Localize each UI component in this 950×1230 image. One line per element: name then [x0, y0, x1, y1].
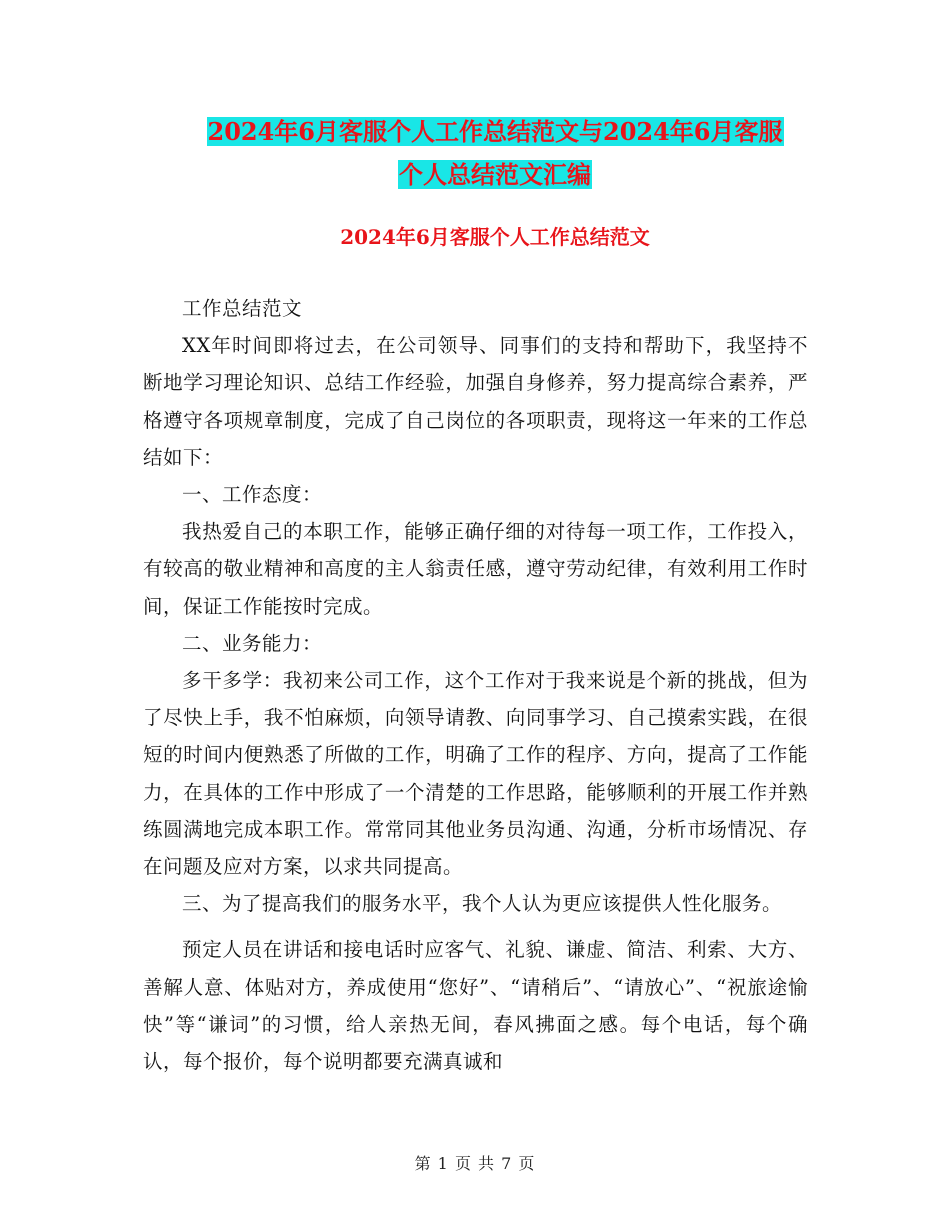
- section-title: 2024年6月客服个人工作总结范文: [340, 225, 650, 249]
- main-title-line-1: [140, 110, 850, 153]
- paragraph: 预定人员在讲话和接电话时应客气、礼貌、谦虚、简洁、利索、大方、善解人意、体贴对方，养成使用“您好”、“请稍后”、“请放心”、“祝旅途愉快”等“谦词”的习惯，给人亲热无间，春风拂面之感。每个电话，每个确认，每个报价，每个说明都要充满真诚和: [143, 938, 808, 1074]
- paragraph: 二、业务能力：: [182, 631, 323, 655]
- paragraph: 多干多学：我初来公司工作，这个工作对于我来说是个新的挑战，但为了尽快上手，我不怕麻烦，向领导请教、向同事学习、自己摸索实践，在很短的时间内便熟悉了所做的工作，明确了工作的程序、方向，提高了工作能力，在具体的工作中形成了一个清楚的工作思路，能够顺利的开展工作并熟练圆满地完成本职工作。常常同其他业务员沟通、沟通，分析市场情况、存在问题及应对方案，以求共同提高。: [143, 669, 808, 879]
- paragraph: 三、为了提高我们的服务水平，我个人认为更应该提供人性化服务。: [182, 892, 783, 916]
- main-title-line-2: [140, 153, 850, 196]
- page-number-footer: 第 1 页 共 7 页: [414, 1154, 536, 1173]
- main-title-line-1-text: 2024年6月客服个人工作总结范文与2024年6月客服: [207, 117, 783, 146]
- paragraph: XX年时间即将过去，在公司领导、同事们的支持和帮助下，我坚持不断地学习理论知识、总结工作经验，加强自身修养，努力提高综合素养，严格遵守各项规章制度，完成了自己岗位的各项职责，现将这一年来的工作总结如下：: [143, 334, 808, 469]
- paragraph: 我热爱自己的本职工作，能够正确仔细的对待每一项工作，工作投入，有较高的敬业精神和高度的主人翁责任感，遵守劳动纪律，有效利用工作时间，保证工作能按时完成。: [143, 520, 808, 618]
- paragraph: 一、工作态度：: [182, 483, 323, 507]
- document-body: [143, 290, 808, 1080]
- paragraph: 工作总结范文: [182, 297, 303, 320]
- main-title-line-2-text: 个人总结范文汇编: [399, 160, 591, 189]
